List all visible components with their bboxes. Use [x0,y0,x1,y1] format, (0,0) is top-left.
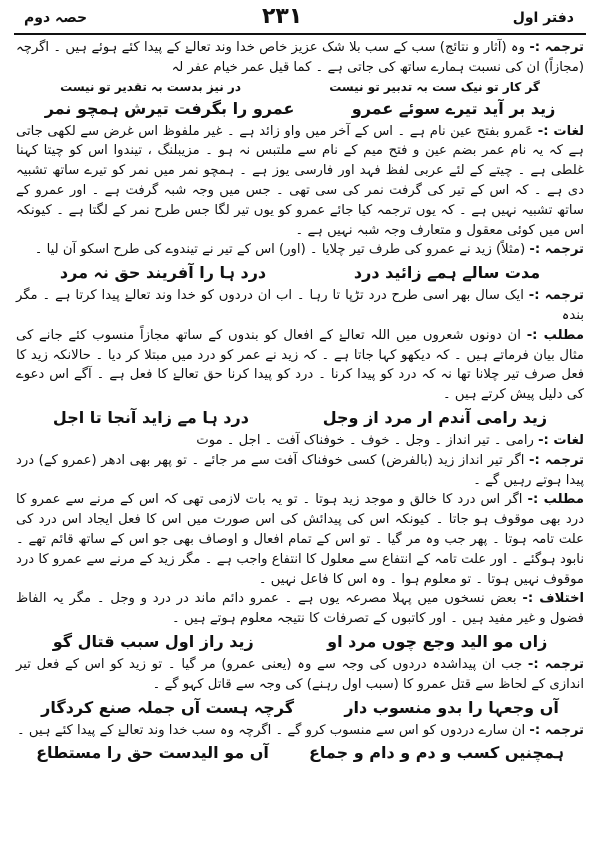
verse-2 [16,261,584,285]
verse-hemistich-b: درد ہا مے زاید آنجا تا اجل [52,407,249,427]
verse-hemistich-b: درد ہا را آفریند حق نہ مرد [59,263,267,283]
verse-hemistich-b: آں مو الیدست حق را مستطاع [36,743,269,763]
section-label: حصہ دوم [24,10,88,26]
page-header [0,0,600,34]
label-translation: ترجمہ :- [529,722,584,738]
paragraph-translation-3 [16,286,584,326]
label-translation: ترجمہ :- [529,452,584,468]
paragraph-translation-2 [16,240,584,260]
paragraph-translation-4 [16,451,584,491]
paragraph-translation-5 [16,655,584,695]
label-translation: ترجمہ :- [527,656,584,672]
label-lexicon: لغات :- [537,123,585,139]
paragraph-text: عَمرو بفتح عین نام ہے ۔ اس کے آخر میں واو زائد ہے ۔ غیر ملفوظ اس غرض سے لکھی جاتی ہے کہ یہ نام عمر بضم عین و فتح میم کے نام سے ملتبس نہ ہو ۔ مزیبلنگ ، تیندوا اس کو چیتا کہنا غلطی ہے ۔ چیتے کے لئے عربی لفظ فہد اور فارسی یوز ہے ۔ ہمچو نمر میں نمر کو تیرے ساتھ تشبیہ دی ہے ۔ کہ اس کے تیر کی گرفت نمر کی سی تھی ۔ جس میں وجہ شبہ گرفت ہے ۔ اور عمرو کے ساتھ تشبیہ نہیں ہے ۔ کہ یوں ترجمہ کیا جائے عمرو کو یوں تیر لگا جس طرح نمر کے لگتا ہے ۔ کیونکہ اس میں کوئی معقول و متعارف وجہ شبہ نہیں ہے ۔ [16,123,584,238]
paragraph-text: ان دونوں شعروں میں اللہ تعالےٰ کے افعال کو بندوں کے ساتھ مجازاً منسوب کئے جانے کی مثال بیان فرماتے ہیں ۔ کہ دیکھو کہا جاتا ہے ۔ کہ زید نے عمر کو درد میں مبتلا کر دیا ۔ حالانکہ زید کا فعل صرف تیر چلانا تھا نہ کہ درد کو پیدا کرنا ۔ درد کو پیدا کرنا حق تعالےٰ کا فعل ہے ۔ آگے اس دعوے کی دلیل پیش کرتے ہیں ۔ [16,327,584,403]
paragraph-text: اگر اس درد کا خالق و موجد زید ہوتا ۔ تو یہ بات لازمی تھی کہ اس کے مرنے سے عمرو کا درد بھی موقوف ہو جاتا ۔ کیونکہ اس کی پیدائش کی اس صورت میں اس کا فعل ایجاد اس درد کی علت تامہ ہوتا ۔ پھر جب وہ مر گیا ۔ تو اس کے تمام افعال و اوصاف بھی جو اس کے ساتھ قائم تھے ۔ نابود ہوگئے ۔ اور علت تامہ کے انتفاع سے معلول کا انتفاع واجب ہے ۔ مگر زید کے مرنے سے عمرو کا درد موقوف نہیں ہوتا ۔ تو معلوم ہوا ۔ وہ اس کا فاعل نہیں ۔ [16,492,584,587]
label-translation: ترجمہ :- [529,242,584,258]
label-meaning: مطلب :- [526,327,584,343]
page-body [16,38,584,846]
paragraph-lexicon-2 [16,431,584,451]
paragraph-translation-1 [16,38,584,78]
verse-hemistich-b: در نیز بدست بہ تقدیر تو نیست [60,79,241,94]
verse-hemistich-a: آں وجعہا را بدو منسوب دار [344,697,559,717]
paragraph-text: ایک سال بھر اسی طرح درد تڑپا تا رہا ۔ اب ان دردوں کو خدا وند تعالےٰ پیدا کرتا ہے ۔ مگر بندہ [16,288,584,323]
paragraph-translation-6 [16,721,584,741]
paragraph-text: ان سارے دردوں کو اس سے منسوب کرو گے ۔ اگرچہ وہ سب خدا وند تعالےٰ کے پیدا کئے ہیں ۔ [16,722,526,738]
paragraph-meaning-2 [16,490,584,589]
verse-hemistich-b: گرچہ ہست آں جملہ صنع کردگار [41,697,294,717]
verse-hemistich-a: گر کار تو نیک ست بہ تدبیر تو نیست [329,79,540,94]
verse-quatrain [16,79,584,96]
verse-hemistich-b: عمرو را بگرفت تیرش ہمچو نمر [44,98,295,118]
label-translation: ترجمہ :- [528,288,584,304]
label-meaning: مطلب :- [527,492,584,508]
paragraph-text: جب ان پیداشدہ دردوں کی وجہ سے وہ (یعنی عمرو) مر گیا ۔ تو زید کو اس کے فعل تیر اندازی کے لحاظ سے قتل عمرو کا (سبب اول رہنے) کی وجہ سے قاتل کہو گے ۔ [16,656,584,692]
label-variant: اختلاف :- [522,591,584,607]
header-rule [14,33,586,35]
verse-hemistich-b: زید راز اول سبب قتال گو [52,631,254,651]
verse-hemistich-a: زید بر آید تیرے سوئے عمرو [351,98,556,118]
verse-hemistich-a: مدت سالے ہمے زائید درد [353,263,541,283]
book-title: دفتر اول [512,10,574,26]
paragraph-text: بعض نسخوں میں پہلا مصرعہ یوں ہے ۔ عمرو دائم ماند در درد و وجل ۔ مگر یہ الفاظ فضول و غیر مفید ہیں ۔ اور کاتبوں کے تصرفات کا نتیجہ معلوم ہوتے ہیں ۔ [16,591,584,627]
verse-hemistich-a: زید رامی آندم ار مرد از وجل [322,407,548,427]
label-translation: ترجمہ :- [529,40,584,55]
verse-hemistich-a: زاں مو الید وجع چوں مرد او [327,631,548,651]
paragraph-lexicon-1 [16,122,584,241]
verse-3 [16,406,584,430]
paragraph-variant [16,589,584,629]
verse-hemistich-a: ہمچنیں کسب و دم و دام و جماع [308,743,564,763]
paragraph-meaning-1 [16,326,584,405]
paragraph-text: وہ (آثار و نتائج) سب کے سب بلا شک عزیز خاص خدا وند تعالےٰ کے پیدا کئے ہوئے ہیں ۔ اگرچہ (مجازاً) ان کی نسبت ہمارے ساتھ کی جاتی ہے ۔ کما قیل عمر خیام عفر لہ [16,40,584,75]
verse-6 [16,741,584,765]
paragraph-text: رامی ۔ تیر انداز ۔ وجل ۔ خوف ۔ خوفناک آفت ۔ اجل ۔ موت [196,432,534,448]
label-lexicon: لغات :- [538,432,584,448]
paragraph-text: اگر تیر انداز زید (بالفرض) کسی خوفناک آفت سے مر جائے ۔ تو پھر بھی ادھر (عمرو کے) درد پیدا ہوتے رہیں گے ۔ [16,452,584,488]
verse-1 [16,97,584,121]
verse-4 [16,630,584,654]
paragraph-text: (مثلاً) زید نے عمرو کی طرف تیر چلایا ۔ (اور) اس کے تیر نے تیندوے کی طرح اسکو آن لیا ۔ [34,242,526,258]
page-number: ٢٣١ [262,4,303,29]
verse-5 [16,696,584,720]
